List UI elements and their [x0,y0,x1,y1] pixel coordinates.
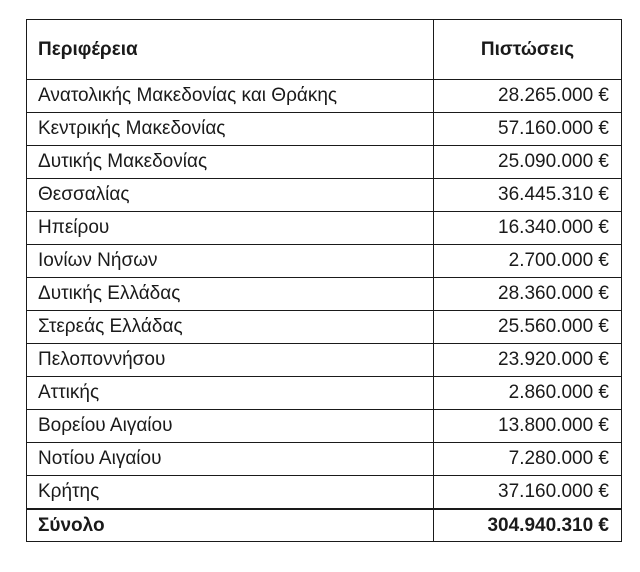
region-cell: Κρήτης [27,476,434,510]
region-cell: Θεσσαλίας [27,179,434,212]
table-row [27,179,622,212]
table-row [27,278,622,311]
region-cell: Δυτικής Ελλάδας [27,278,434,311]
amount-cell: 2.700.000 € [434,245,622,278]
table-row [27,377,622,410]
table-row [27,443,622,476]
region-cell: Ηπείρου [27,212,434,245]
table-row [27,344,622,377]
table-row [27,113,622,146]
region-cell: Κεντρικής Μακεδονίας [27,113,434,146]
total-label: Σύνολο [27,509,434,542]
region-cell: Δυτικής Μακεδονίας [27,146,434,179]
amount-cell: 28.360.000 € [434,278,622,311]
table-row [27,212,622,245]
region-cell: Πελοποννήσου [27,344,434,377]
table-row [27,80,622,113]
amount-cell: 23.920.000 € [434,344,622,377]
region-cell: Ανατολικής Μακεδονίας και Θράκης [27,80,434,113]
amount-cell: 7.280.000 € [434,443,622,476]
regional-credits-table [26,19,622,542]
credits-table-container [26,19,621,542]
table-row [27,476,622,510]
table-header-row [27,20,622,80]
table-row [27,245,622,278]
amount-cell: 2.860.000 € [434,377,622,410]
amount-cell: 37.160.000 € [434,476,622,510]
region-cell: Βορείου Αιγαίου [27,410,434,443]
amount-cell: 13.800.000 € [434,410,622,443]
region-cell: Αττικής [27,377,434,410]
amount-cell: 25.090.000 € [434,146,622,179]
table-row [27,311,622,344]
amount-cell: 16.340.000 € [434,212,622,245]
region-cell: Ιονίων Νήσων [27,245,434,278]
total-amount: 304.940.310 € [434,509,622,542]
region-cell: Νοτίου Αιγαίου [27,443,434,476]
amount-cell: 57.160.000 € [434,113,622,146]
amount-cell: 28.265.000 € [434,80,622,113]
region-cell: Στερεάς Ελλάδας [27,311,434,344]
total-row [27,509,622,542]
table-row [27,146,622,179]
table-row [27,410,622,443]
amount-cell: 25.560.000 € [434,311,622,344]
header-amount: Πιστώσεις [434,20,622,80]
header-region: Περιφέρεια [27,20,434,80]
amount-cell: 36.445.310 € [434,179,622,212]
